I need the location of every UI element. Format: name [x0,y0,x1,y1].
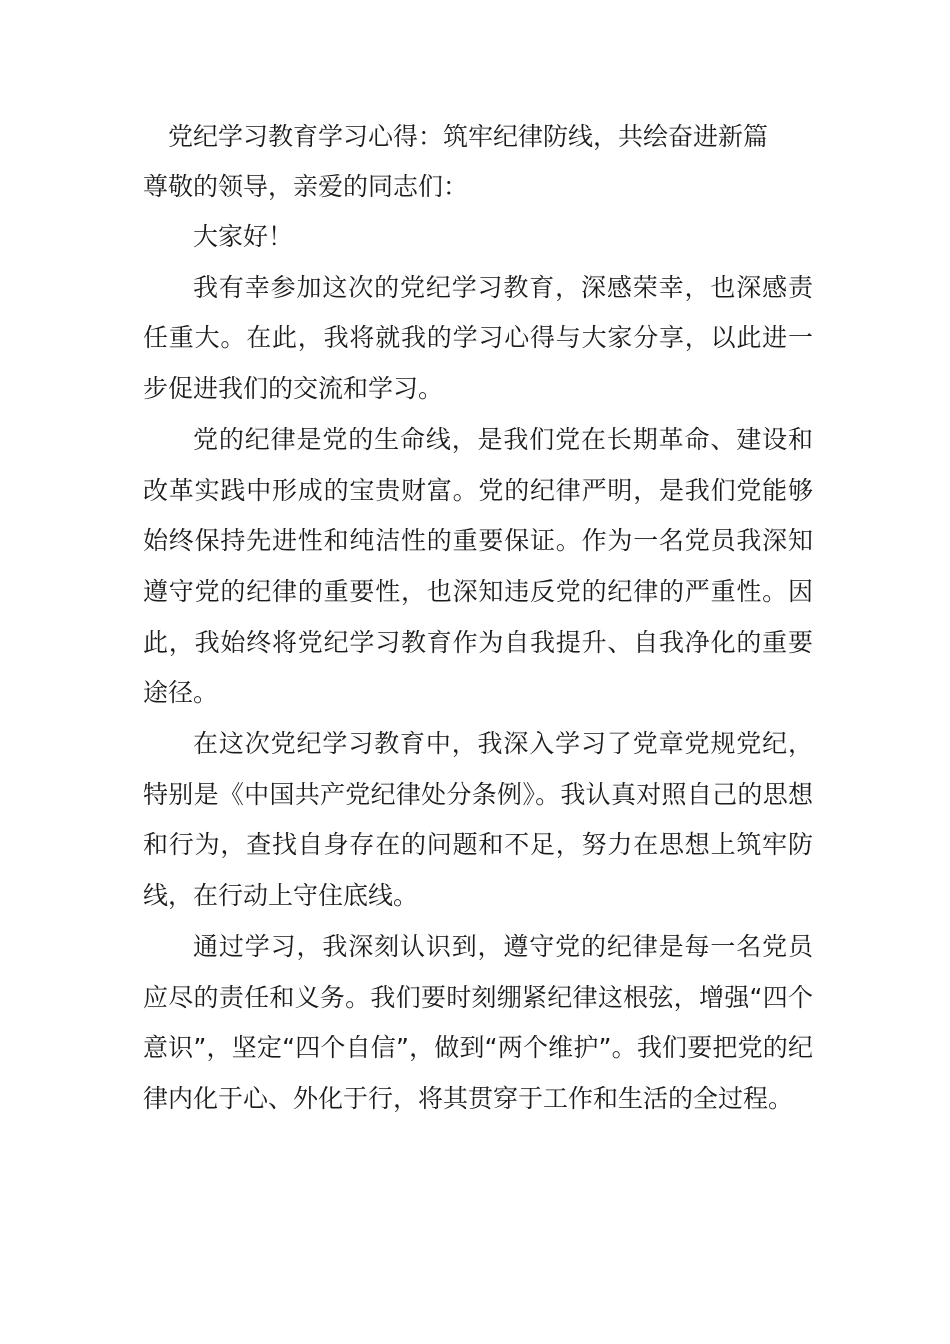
paragraph-greeting: 大家好！ [193,222,294,251]
document-body [143,112,813,1125]
paragraph-intro: 我有幸参加这次的党纪学习教育，深感荣幸，也深感责任重大。在此，我将就我的学习心得与大家分享，以此进一步促进我们的交流和学习。 [143,272,813,404]
document-title: 党纪学习教育学习心得：筑牢纪律防线，共绘奋进新篇 [168,122,769,151]
paragraph-conclusion: 通过学习，我深刻认识到，遵守党的纪律是每一名党员应尽的责任和义务。我们要时刻绷紧纪律这根弦，增强“四个意识”，坚定“四个自信”，做到“两个维护”。我们要把党的纪律内化于心、外化于行，将其贯穿于工作和生活的全过程。 [143,931,813,1113]
paragraph-study-content: 在这次党纪学习教育中，我深入学习了党章党规党纪，特别是《中国共产党纪律处分条例》。我认真对照自己的思想和行为，查找自身存在的问题和不足，努力在思想上筑牢防线，在行动上守住底线。 [143,729,813,911]
paragraph-discipline-importance: 党的纪律是党的生命线，是我们党在长期革命、建设和改革实践中形成的宝贵财富。党的纪律严明，是我们党能够始终保持先进性和纯洁性的重要保证。作为一名党员我深知遵守党的纪律的重要性，也深知违反党的纪律的严重性。因此，我始终将党纪学习教育作为自我提升、自我净化的重要途径。 [143,424,813,708]
salutation: 尊敬的领导，亲爱的同志们： [143,172,469,201]
